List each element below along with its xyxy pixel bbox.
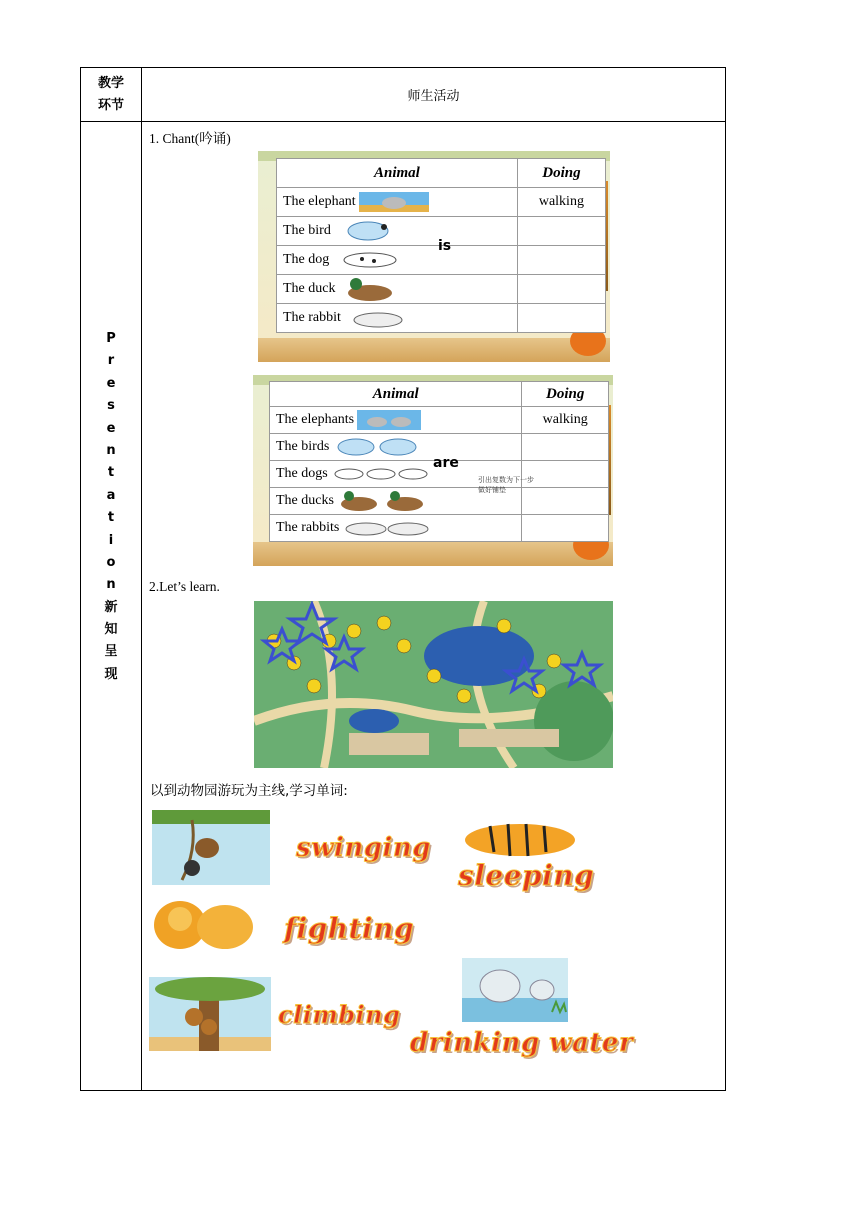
section-label-char: i bbox=[108, 532, 114, 548]
teacher-note-line2: 做好铺垫 bbox=[478, 486, 506, 494]
word-swinging: swinging bbox=[296, 833, 431, 863]
fence-decoration bbox=[253, 542, 613, 566]
doing-value: walking bbox=[522, 407, 609, 434]
section-label-char: 知 bbox=[104, 622, 118, 638]
tiger-sleeping-icon bbox=[460, 818, 582, 860]
section-label-char: 呈 bbox=[104, 644, 118, 660]
section-label-char: P bbox=[106, 331, 116, 346]
monkey-swinging-icon bbox=[152, 810, 270, 885]
section-label-char: r bbox=[107, 353, 115, 369]
fence-decoration bbox=[258, 338, 610, 362]
lions-fighting-icon bbox=[150, 895, 258, 957]
header-stage-line1: 教学 bbox=[97, 75, 124, 91]
word-fighting: fighting bbox=[284, 912, 415, 945]
col-doing: Doing bbox=[517, 159, 605, 188]
row-ducks: The ducks bbox=[276, 493, 334, 509]
section-label bbox=[81, 328, 141, 686]
dogs-icon bbox=[331, 465, 431, 483]
elephants-icon bbox=[357, 410, 421, 430]
section-label-char: n bbox=[106, 577, 116, 593]
header-activity: 师生活动 bbox=[407, 89, 460, 104]
doing-value: walking bbox=[517, 188, 605, 217]
row-elephants: The elephants bbox=[276, 412, 355, 428]
row-label bbox=[270, 407, 522, 434]
section-label-char: s bbox=[107, 398, 115, 414]
row-rabbit: The rabbit bbox=[283, 310, 341, 326]
row-elephant: The elephant bbox=[283, 194, 356, 210]
row-label bbox=[270, 434, 522, 461]
verb-are: are bbox=[433, 455, 459, 471]
zoo-map-illustration bbox=[254, 601, 613, 768]
col-animal: Animal bbox=[277, 159, 518, 188]
learn-title: 2.Let’s learn. bbox=[149, 579, 220, 594]
teacher-note bbox=[478, 475, 534, 495]
row-label bbox=[277, 304, 518, 333]
header-stage bbox=[81, 68, 141, 121]
birds-icon bbox=[332, 436, 422, 458]
header-stage-line2: 环节 bbox=[97, 97, 124, 113]
ducks-icon bbox=[337, 488, 427, 514]
rabbits-icon bbox=[342, 518, 432, 538]
dog-icon bbox=[332, 249, 412, 271]
learn-sentence: 以到动物园游玩为主线,学习单词: bbox=[150, 783, 348, 799]
word-drinking-water: drinking water bbox=[410, 1028, 634, 1058]
bird-icon bbox=[334, 219, 394, 243]
elephant-icon bbox=[359, 192, 429, 212]
elephant-drinking-icon bbox=[462, 958, 568, 1022]
rabbit-icon bbox=[344, 307, 408, 329]
word-sleeping: sleeping bbox=[458, 859, 595, 892]
chant-title: 1. Chant(吟诵) bbox=[149, 131, 231, 146]
row-label bbox=[277, 246, 518, 275]
zoo-map-image bbox=[254, 601, 613, 768]
teacher-note-line1: 引出复数为下一步 bbox=[478, 476, 534, 484]
word-climbing: climbing bbox=[278, 1000, 401, 1029]
section-label-char: 新 bbox=[104, 599, 118, 615]
chant-slide-plural bbox=[253, 375, 613, 566]
section-label-char: t bbox=[107, 510, 115, 526]
row-bird: The bird bbox=[283, 223, 331, 239]
row-rabbits: The rabbits bbox=[276, 520, 340, 536]
col-animal: Animal bbox=[270, 382, 522, 407]
section-label-char: o bbox=[106, 554, 116, 570]
row-label bbox=[277, 217, 518, 246]
section-label-char: a bbox=[106, 487, 116, 503]
monkey-climbing-icon bbox=[149, 977, 271, 1051]
row-dogs: The dogs bbox=[276, 466, 328, 482]
duck-icon bbox=[338, 275, 398, 303]
section-label-char: t bbox=[107, 465, 115, 481]
header-divider bbox=[80, 121, 726, 122]
section-label-char: e bbox=[106, 420, 116, 436]
row-label bbox=[277, 275, 518, 304]
row-duck: The duck bbox=[283, 281, 336, 297]
section-label-char: 现 bbox=[104, 666, 118, 682]
row-dog: The dog bbox=[283, 252, 330, 268]
row-label bbox=[277, 188, 518, 217]
section-label-char: e bbox=[106, 375, 116, 391]
col-doing: Doing bbox=[522, 382, 609, 407]
row-birds: The birds bbox=[276, 439, 330, 455]
chant-slide-singular bbox=[258, 151, 610, 362]
row-label bbox=[270, 515, 522, 542]
verb-is: is bbox=[438, 238, 452, 254]
column-divider bbox=[141, 67, 142, 1091]
section-label-char: n bbox=[106, 442, 116, 458]
